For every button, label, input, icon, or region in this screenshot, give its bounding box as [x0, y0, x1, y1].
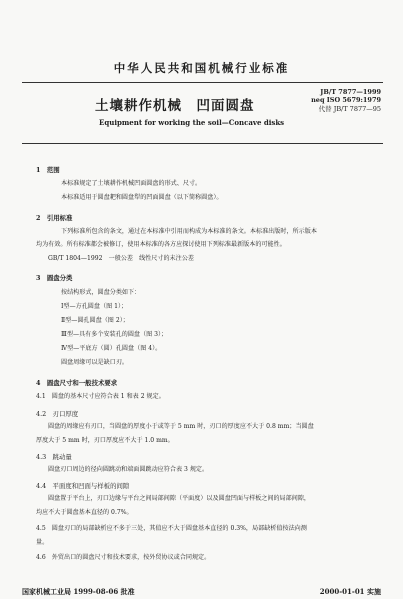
disk-type-4: Ⅳ型—平底方（圆）孔圆盘（图 4）。: [61, 345, 162, 352]
clause-4-2-line-2: 厚度大于 5 mm 时，刃口厚度应不大于 1.0 mm。: [36, 437, 174, 444]
section-1-heading: 1 范围: [36, 166, 60, 174]
clause-4-2-heading: 4.2 刃口厚度: [36, 410, 79, 418]
clause-4-6: 4.6 外贸出口的圆盘尺寸和技术要求，按外贸协议或合同规定。: [36, 554, 211, 561]
section-2-paragraph-line-2: 均为有效。所有标准都会被修订，使用本标准的各方应探讨使用下列标准最新版本的可能性。: [36, 241, 286, 248]
clause-4-3-heading: 4.3 跳动量: [36, 453, 72, 461]
issuing-authority: 中华人民共和国机械行业标准: [113, 61, 290, 75]
section-1-paragraph-1: 本标准规定了土壤耕作机械凹面圆盘的形式、尺寸。: [61, 180, 202, 187]
implementation-date: 2000-01-01 实施: [319, 587, 381, 596]
section-4-heading: 4 圆盘尺寸和一般技术要求: [36, 379, 118, 387]
clause-4-5-line-2: 量。: [36, 539, 49, 546]
clause-4-2-line-1: 圆盘的周缘应有刃口，当圆盘的厚度小于或等于 5 mm 时，刃口的厚度应不大于 0.8 mm；当圆盘: [48, 423, 314, 430]
clause-4-3-text: 圆盘刃口周边的径向圆跳动和端面圆跳动应符合表 3 规定。: [48, 466, 209, 473]
standard-number: JB/T 7877—1999: [320, 88, 381, 96]
section-1-paragraph-2: 本标准适用于圆盘耙和圆盘犁的凹面圆盘（以下简称圆盘）。: [61, 194, 223, 201]
section-3-heading: 3 圆盘分类: [36, 274, 73, 282]
disk-type-1: Ⅰ型—方孔圆盘（图 1）；: [61, 303, 128, 310]
approval-date: 国家机械工业局 1999-08-06 批准: [22, 587, 135, 596]
clause-4-4-line-2: 均应不大于圆盘基本直径的 0.7%。: [36, 509, 133, 516]
section-2-paragraph-line-1: 下列标准所包含的条文，通过在本标准中引用而构成为本标准的条文。本标准出版时，所示版本: [61, 228, 317, 235]
replaced-standard: 代替 JB/T 7877—95: [318, 105, 381, 113]
clause-4-4-line-1: 圆盘置于平台上，刃口边缘与平台之间局部间隙（平面度）以及圆盘凹面与样板之间的局部间隙，: [48, 495, 311, 502]
section-3-intro: 按结构形式，圆盘分类如下：: [61, 289, 141, 296]
clause-4-4-heading: 4.4 平面度和凹面与样板的间隙: [36, 482, 130, 490]
clause-4-1: 4.1 圆盘的基本尺寸应符合表 1 和表 2 规定。: [36, 393, 165, 400]
title-rule: [22, 143, 383, 144]
clause-4-5-line-1: 4.5 圆盘刃口的局部缺析应不多于三处，其值应不大于圆盘基本直径的 0.3%，局部缺析值按法向测: [36, 525, 307, 532]
document-title: 土壤耕作机械 凹面圆盘: [95, 98, 255, 114]
disk-type-2: Ⅱ型—圆孔圆盘（图 2）；: [61, 317, 129, 324]
disk-type-3: Ⅲ型—具有多个安装孔的圆盘（图 3）；: [61, 331, 168, 338]
section-2-heading: 2 引用标准: [36, 214, 73, 222]
referenced-standard: GB/T 1804—1992 一般公差 线性尺寸的未注公差: [48, 255, 194, 262]
section-3-note: 圆盘周缘可以是缺口刃。: [61, 359, 129, 366]
header-rule: [22, 82, 383, 83]
document-title-english: Equipment for working the soil—Concave disks: [99, 118, 285, 127]
equivalent-standard: neq ISO 5679:1979: [311, 96, 381, 104]
